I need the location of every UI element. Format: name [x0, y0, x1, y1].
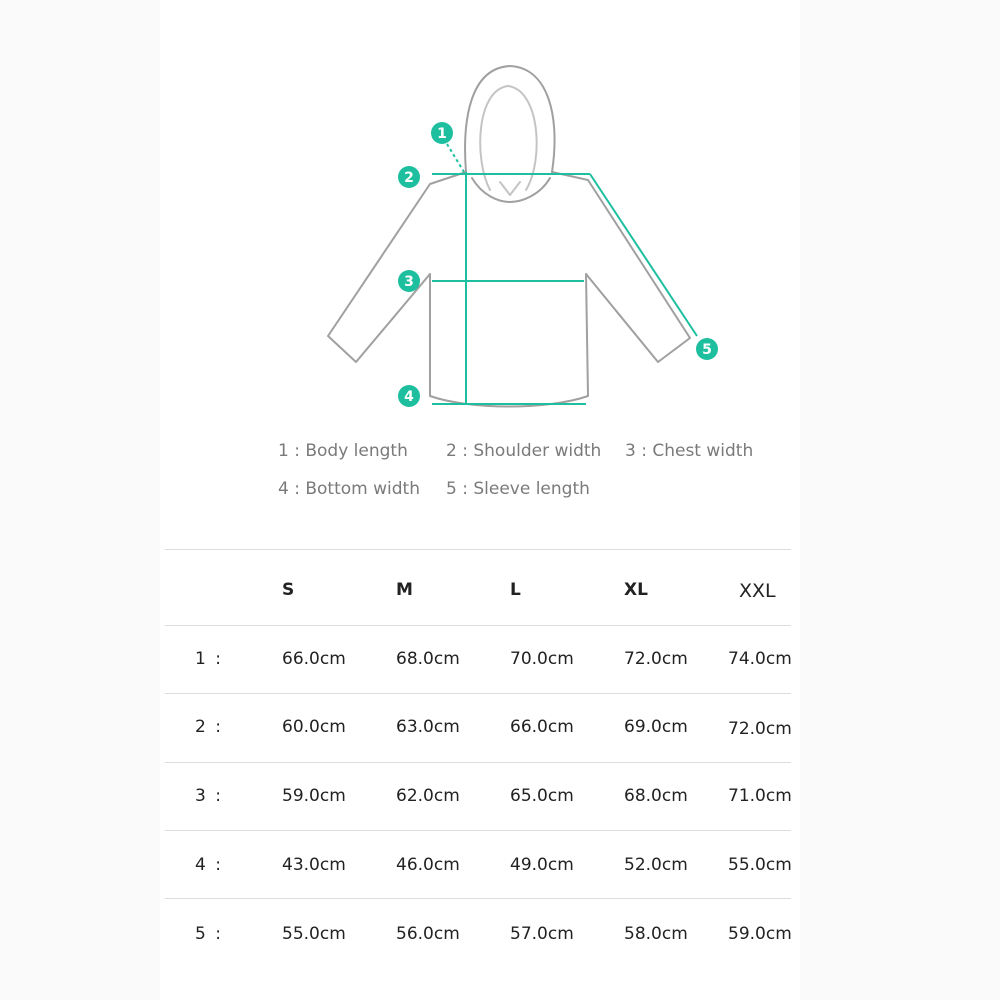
row-label: 1 :: [195, 649, 223, 669]
header-l: L: [510, 580, 521, 600]
header-m: M: [396, 580, 413, 600]
table-divider: [165, 762, 791, 763]
table-cell: 49.0cm: [510, 855, 574, 875]
table-cell: 71.0cm: [728, 786, 792, 806]
legend-sleeve-length: 5 : Sleeve length: [446, 479, 590, 499]
row-label: 4 :: [195, 855, 223, 875]
table-cell: 66.0cm: [510, 717, 574, 737]
marker-badges: [398, 122, 718, 407]
header-xl: XL: [624, 580, 648, 600]
table-cell: 55.0cm: [282, 924, 346, 944]
table-cell: 65.0cm: [510, 786, 574, 806]
legend-bottom-width: 4 : Bottom width: [278, 479, 420, 499]
marker-2-label: 2: [404, 170, 414, 186]
row-label: 3 :: [195, 786, 223, 806]
table-cell: 46.0cm: [396, 855, 460, 875]
table-cell: 60.0cm: [282, 717, 346, 737]
measurement-lines: [432, 144, 697, 404]
marker-4-label: 4: [404, 389, 414, 405]
table-cell: 72.0cm: [624, 649, 688, 669]
legend-body-length: 1 : Body length: [278, 441, 408, 461]
table-cell: 70.0cm: [510, 649, 574, 669]
table-cell: 55.0cm: [728, 855, 792, 875]
table-cell: 74.0cm: [728, 649, 792, 669]
legend-chest-width: 3 : Chest width: [625, 441, 754, 461]
table-divider: [165, 693, 791, 694]
header-s: S: [282, 580, 295, 600]
marker-1-leader: [447, 144, 464, 172]
table-divider: [165, 830, 791, 831]
table-cell: 68.0cm: [396, 649, 460, 669]
table-divider: [165, 898, 791, 899]
row-label: 2 :: [195, 717, 223, 737]
table-cell: 56.0cm: [396, 924, 460, 944]
marker-1-label: 1: [437, 126, 447, 142]
marker-3-label: 3: [404, 274, 414, 290]
row-label: 5 :: [195, 924, 223, 944]
table-divider: [165, 549, 791, 550]
table-cell: 62.0cm: [396, 786, 460, 806]
table-cell: 72.0cm: [728, 719, 792, 739]
table-cell: 63.0cm: [396, 717, 460, 737]
marker-5-label: 5: [702, 342, 712, 358]
table-cell: 68.0cm: [624, 786, 688, 806]
table-cell: 52.0cm: [624, 855, 688, 875]
table-cell: 59.0cm: [728, 924, 792, 944]
header-xxl: XXL: [739, 580, 776, 602]
table-cell: 58.0cm: [624, 924, 688, 944]
table-cell: 59.0cm: [282, 786, 346, 806]
table-divider: [165, 625, 791, 626]
sleeve-length-line: [590, 174, 697, 336]
table-cell: 57.0cm: [510, 924, 574, 944]
legend-shoulder-width: 2 : Shoulder width: [446, 441, 602, 461]
table-cell: 43.0cm: [282, 855, 346, 875]
hooded-jacket-icon: [328, 66, 690, 407]
jacket-diagram: [0, 0, 1000, 420]
table-cell: 69.0cm: [624, 717, 688, 737]
table-cell: 66.0cm: [282, 649, 346, 669]
